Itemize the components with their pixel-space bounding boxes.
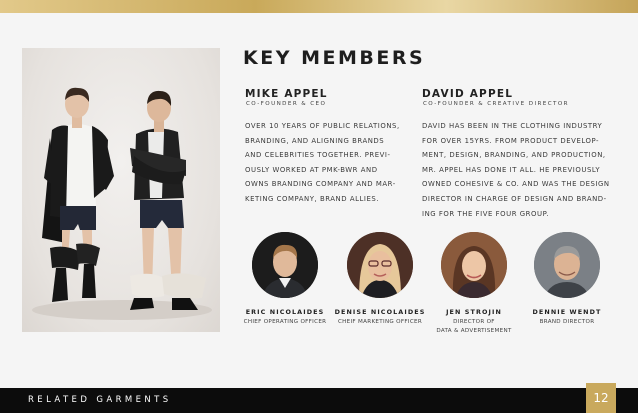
avatar-eric	[252, 232, 318, 298]
bio-line: DAVID HAS BEEN IN THE CLOTHING INDUSTRY	[422, 122, 603, 130]
bio-line: ING FOR THE FIVE FOUR GROUP.	[422, 209, 549, 218]
page-number-badge: 12	[586, 383, 616, 413]
member-role-david: CO-FOUNDER & CREATIVE DIRECTOR	[423, 101, 569, 107]
avatar-dennie	[534, 232, 600, 298]
bio-line: MR. APPEL HAS DONE IT ALL. HE PREVIOUSLY	[422, 165, 601, 174]
team-role-dennie	[512, 318, 622, 327]
team-name-denise: DENISE NICOLAIDES	[334, 308, 426, 316]
team-name-eric: ERIC NICOLAIDES	[245, 308, 325, 316]
bio-line: OWNED COHESIVE & CO. AND WAS THE DESIGN	[422, 180, 610, 189]
team-role-line: CHEIF MARKETING OFFICER	[337, 319, 423, 325]
top-gold-bar	[0, 0, 638, 13]
avatar-jen	[441, 232, 507, 298]
avatar-denise	[347, 232, 413, 298]
bio-line: KETING COMPANY, BRAND ALLIES.	[245, 194, 380, 203]
bio-line: DIRECTOR IN CHARGE OF DESIGN AND BRAND-	[422, 194, 607, 203]
brand-name: RELATED GARMENTS	[28, 395, 172, 405]
bio-line: AND CELEBRITIES TOGETHER. PREVI-	[245, 151, 391, 160]
bio-david	[422, 119, 610, 221]
bio-mike	[245, 119, 400, 207]
team-role-eric	[230, 318, 340, 327]
bio-line: OVER 10 YEARS OF PUBLIC RELATIONS,	[245, 122, 400, 130]
bio-line: OWNS BRANDING COMPANY AND MAR-	[245, 180, 396, 189]
team-role-line: CHIEF OPERATING OFFICER	[243, 319, 327, 325]
member-name-mike: MIKE APPEL	[245, 88, 328, 100]
team-role-line: BRAND DIRECTOR	[539, 319, 595, 325]
team-name-jen: JEN STROJIN	[446, 308, 502, 316]
member-name-david: DAVID APPEL	[422, 88, 514, 100]
footer-bar	[0, 388, 638, 413]
team-role-line: DIRECTOR OF	[453, 319, 495, 325]
team-role-line: DATA & ADVERTISEMENT	[436, 328, 512, 334]
bio-line: BRANDING, AND ALIGNING BRANDS	[245, 136, 385, 145]
founders-photo	[22, 48, 220, 332]
bio-line: OUSLY WORKED AT PMK-BWR AND	[245, 165, 378, 174]
team-name-dennie: DENNIE WENDT	[532, 308, 602, 316]
member-role-mike: CO-FOUNDER & CEO	[246, 101, 327, 107]
page-title: KEY MEMBERS	[243, 47, 426, 69]
bio-line: MENT, DESIGN, BRANDING, AND PRODUCTION,	[422, 151, 606, 160]
bio-line: FOR OVER 15YRS. FROM PRODUCT DEVELOP-	[422, 136, 600, 145]
